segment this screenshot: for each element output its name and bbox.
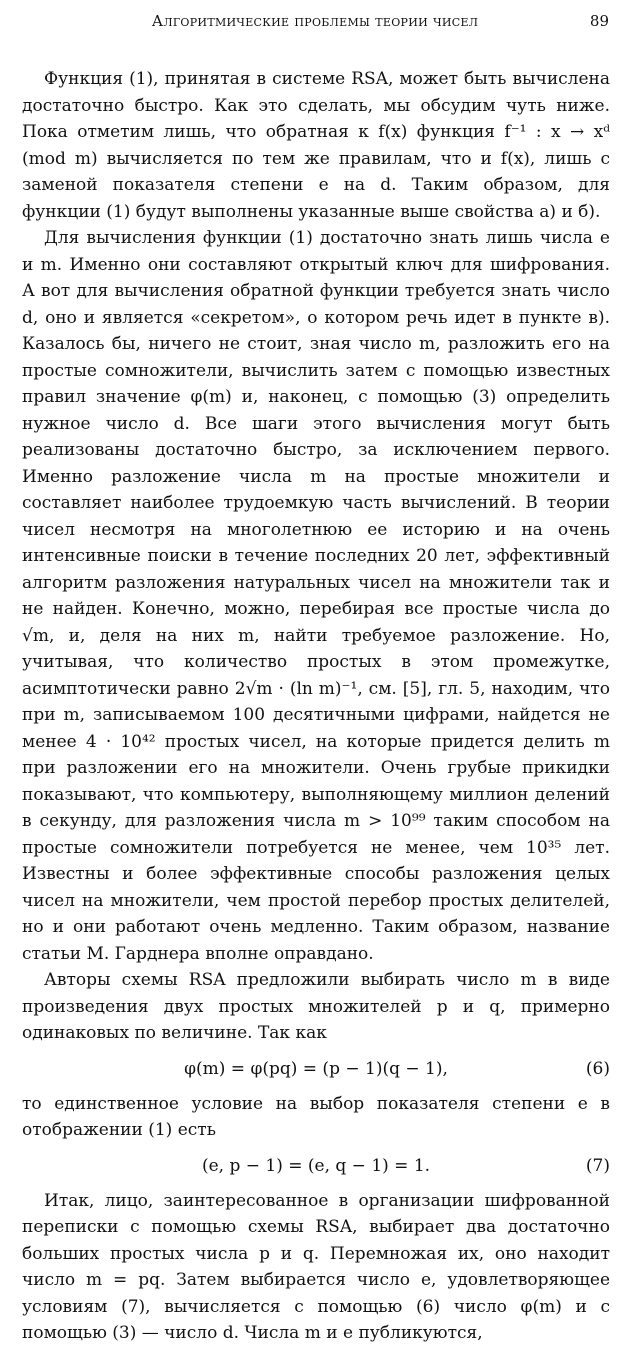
equation-7: [22, 1144, 610, 1188]
equation-6: [22, 1047, 610, 1091]
equation-7-number: (7): [585, 1155, 610, 1176]
equation-6-number: (6): [585, 1058, 610, 1079]
paragraph-3: Авторы схемы RSA предложили выбирать число m в виде произведения двух простых множителей p и q, примерно одинаковых по величине. Так как: [22, 970, 610, 1043]
paragraph-2: Для вычисления функции (1) достаточно знать лишь числа e и m. Именно они составляют открытый ключ для шифрования. А вот для вычисления обратной функции требуется знать число d, оно и является «секретом», о котором речь идет в пункте в). Казалось бы, ничего не стоит, зная число m, разложить его на простые сомножители, вычислить затем с помощью известных правил значение φ(m) и, наконец, с помощью (3) определить нужное число d. Все шаги этого вычисления могут быть реализованы достаточно быстро, за исключением первого. Именно разложение числа m на простые множители и составляет наиболее трудоемкую часть вычислений. В теории чисел несмотря на многолетнюю ее историю и на очень интенсивные поиски в течение последних 20 лет, эффективный алгоритм разложения натуральных чисел на множители так и не найден. Конечно, можно, перебирая все простые числа до √m, и, деля на них m, найти требуемое разложение. Но, учитывая, что количество простых в этом промежутке, асимптотически равно 2√m · (ln m)⁻¹, см. [5], гл. 5, находим, что при m, записываемом 100 десятичными цифрами, найдется не менее 4 · 10⁴² простых чисел, на которые придется делить m при разложении его на множители. Очень грубые прикидки показывают, что компьютеру, выполняющему миллион делений в секунду, для разложения числа m > 10⁹⁹ таким способом на простые сомножители потребуется не менее, чем 10³⁵ лет. Известны и более эффективные способы разложения целых чисел на множители, чем простой перебор простых делителей, но и они работают очень медленно. Таким образом, название статьи М. Гарднера вполне оправдано.: [22, 228, 610, 964]
paragraph-5: Итак, лицо, заинтересованное в организации шифрованной переписки с помощью схемы RSA, выбирает два достаточно больших простых числа p и q. Перемножая их, оно находит число m = pq. Затем выбирается число e, удовлетворяющее условиям (7), вычисляется с помощью (6) число φ(m) и с помощью (3) — число d. Числа m и e публикуются,: [22, 1190, 610, 1343]
body-text: [22, 66, 610, 1347]
paragraph-4: то единственное условие на выбор показателя степени e в отображении (1) есть: [22, 1093, 610, 1140]
header-title: Алгоритмические проблемы теории чисел: [151, 12, 479, 30]
running-header: [0, 12, 630, 36]
paragraph-1: Функция (1), принятая в системе RSA, может быть вычислена достаточно быстро. Как это сделать, мы обсудим чуть ниже. Пока отметим лишь, что обратная к f(x) функция f⁻¹ : x → xᵈ (mod m) вычисляется по тем же правилам, что и f(x), лишь с заменой показателя степени e на d. Таким образом, для функции (1) будут выполнены указанные выше свойства а) и б).: [22, 69, 610, 222]
page-number: 89: [589, 12, 609, 30]
equation-7-formula: (e, p − 1) = (e, q − 1) = 1.: [201, 1155, 431, 1176]
equation-6-formula: φ(m) = φ(pq) = (p − 1)(q − 1),: [184, 1058, 448, 1079]
